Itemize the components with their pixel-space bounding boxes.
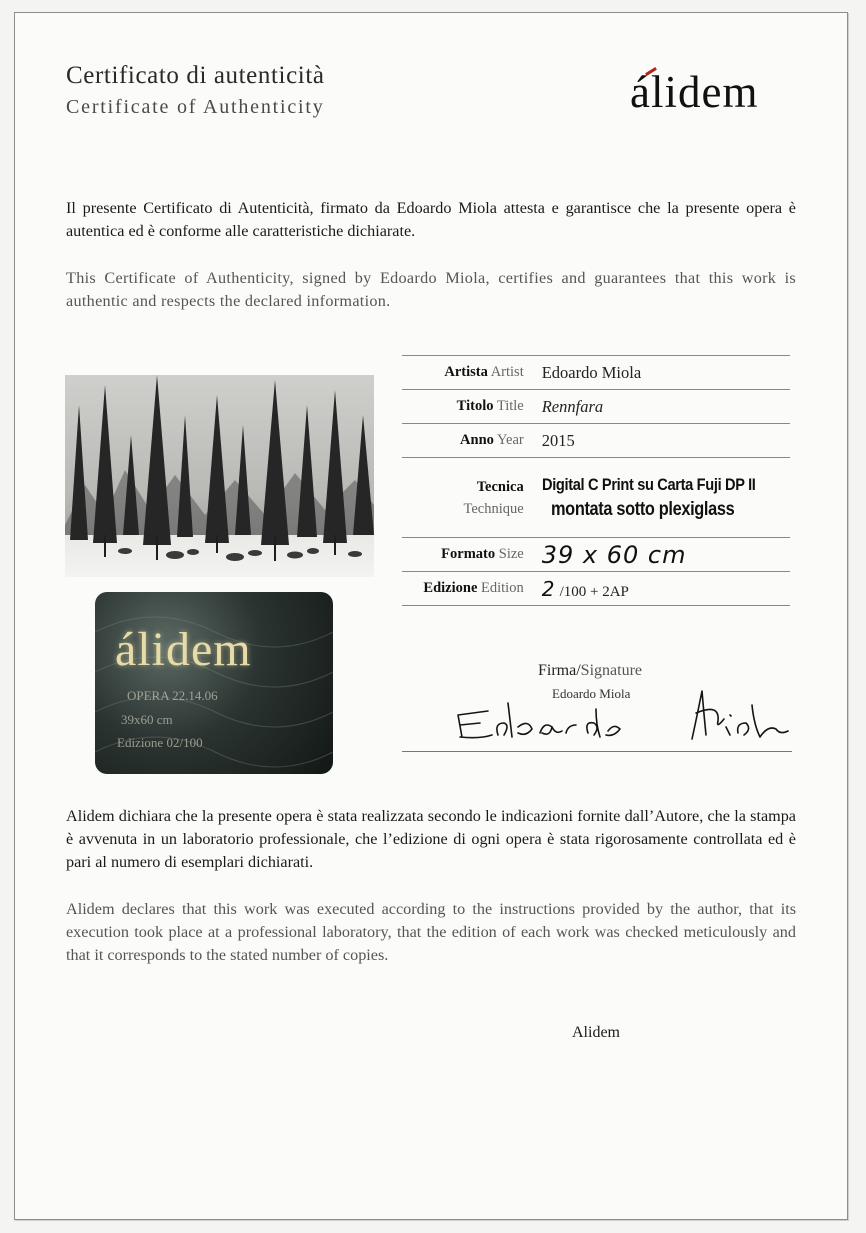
hologram-brand: álidem	[115, 623, 252, 676]
hologram-seal	[95, 592, 333, 774]
alidem-logo: álidem	[630, 67, 759, 117]
details-row-title	[402, 390, 790, 424]
hologram-line-1: OPERA 22.14.06	[127, 688, 218, 703]
title-label: Titolo Title	[402, 390, 536, 424]
technique-label: Tecnica Technique	[402, 458, 536, 538]
signatory-name: Edoardo Miola	[552, 686, 631, 701]
artist-value: Edoardo Miola	[536, 356, 790, 390]
artwork-details-table	[402, 355, 790, 606]
forest-reindeer-image	[65, 375, 374, 577]
closing-signatory: Alidem	[572, 1024, 620, 1041]
details-row-technique	[402, 458, 790, 538]
artist-label: Artista Artist	[402, 356, 536, 390]
intro-english: This Certificate of Authenticity, signed by Edoardo Miola, certifies and guarantees that this work is authentic and respects the declared information.	[66, 269, 796, 310]
edition-value: 2 /100 + 2AP	[536, 572, 790, 606]
certificate-title-english: Certificate of Authenticity	[66, 96, 325, 118]
details-row-size	[402, 538, 790, 572]
technique-line-2: montata sotto plexiglass	[550, 498, 735, 520]
handwritten-signature	[400, 685, 795, 755]
year-value: 2015	[536, 424, 790, 458]
declaration-italian: Alidem dichiara che la presente opera è stata realizzata secondo le indicazioni fornite dall’Autore, che la stampa è avvenuta in un laboratorio professionale, che l’edizione di ogni opera è stata rigorosamente controllata ed è pari al numero di esemplari dichiarati.	[66, 807, 796, 871]
technique-value	[536, 458, 790, 538]
details-row-edition	[402, 572, 790, 606]
declaration-english: Alidem declares that this work was executed according to the instructions provided by the author, that its execution took place at a professional laboratory, that the edition of each work was checked meticulously and that it corresponds to the stated number of copies.	[66, 900, 796, 964]
certificate-title-italian: Certificato di autenticità	[66, 62, 325, 89]
title-value: Rennfara	[536, 390, 790, 424]
edition-label: Edizione Edition	[402, 572, 536, 606]
hologram-line-2: 39x60 cm	[121, 712, 173, 727]
hologram-line-3: Edizione 02/100	[117, 735, 203, 750]
year-label: Anno Year	[402, 424, 536, 458]
details-row-artist	[402, 356, 790, 390]
signature-line	[402, 751, 792, 752]
intro-italian: Il presente Certificato di Autenticità, firmato da Edoardo Miola attesta e garantisce che la presente opera è autentica ed è conforme alle caratteristiche dichiarate.	[66, 199, 796, 240]
size-value: 39 x 60 cm	[536, 538, 790, 572]
signature-label: Firma/Signature	[538, 662, 642, 679]
artwork-photo	[65, 375, 374, 577]
details-row-year	[402, 424, 790, 458]
size-label: Formato Size	[402, 538, 536, 572]
technique-line-1: Digital C Print su Carta Fuji DP II	[541, 474, 756, 494]
